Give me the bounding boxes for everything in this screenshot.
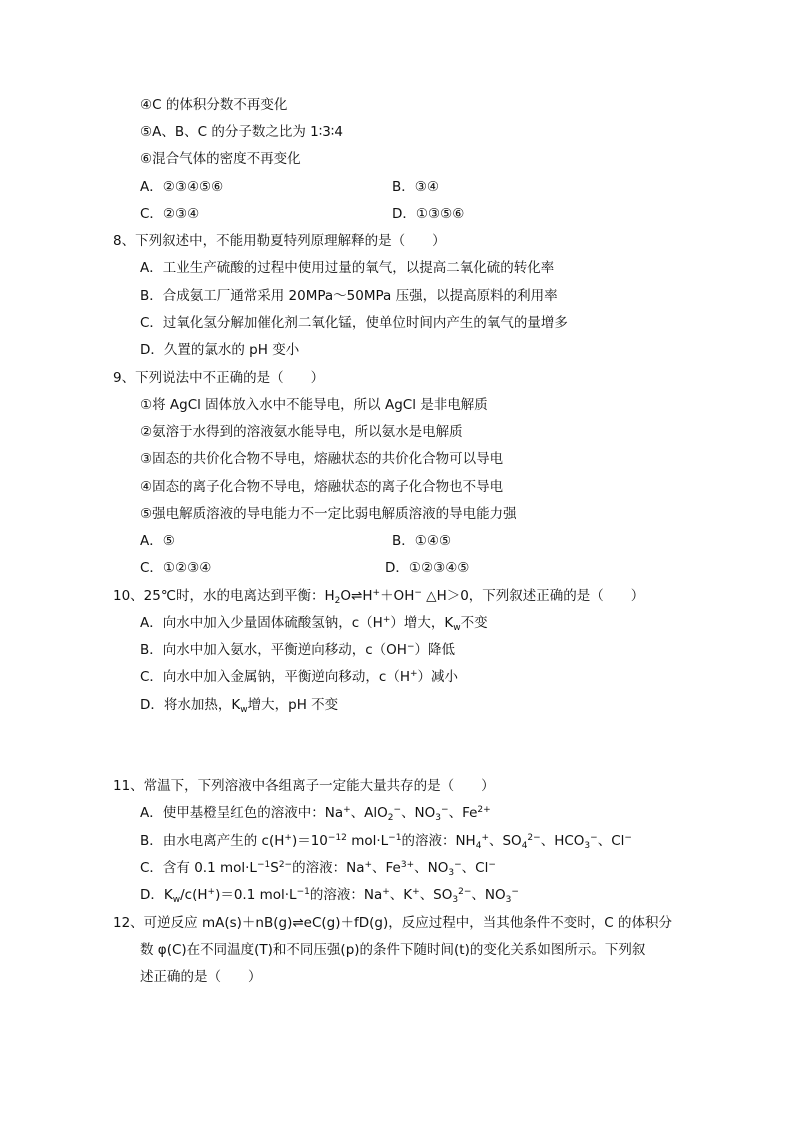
q8-option-a: A．工业生产硫酸的过程中使用过量的氧气，以提高二氧化硫的转化率: [140, 260, 555, 276]
q11-option-b: B．由水电离产生的 $c(H^+)=10^{-12}$ $mol\cdot L^{-1}$的溶液：$NH_4^+$、$SO_4^{2-}$、$HCO_3^-$、Cl−: [140, 833, 632, 851]
q9-option-d: D．①②③④⑤: [385, 560, 470, 576]
q9-statement-4: ④固态的离子化合物不导电，熔融状态的离子化合物也不导电: [140, 479, 504, 495]
q11-option-a: A．使甲基橙呈红色的溶液中：Na+、AlO$_2$−、$NO_3^-$、$Fe^{2+}$: [140, 805, 491, 823]
q10-option-d: D．将水加热，$K_w$增大，pH 不变: [140, 697, 339, 715]
q9-statement-5: ⑤强电解质溶液的导电能力不一定比弱电解质溶液的导电能力强: [140, 506, 517, 522]
q10-option-a: A．向水中加入少量固体硫酸氢钠，c（H+）增大，$K_w$不变: [140, 615, 488, 633]
q11-stem: 11、常温下，下列溶液中各组离子一定能大量共存的是（ ）: [113, 778, 495, 794]
q12-stem-line-3: 述正确的是（ ）: [140, 969, 262, 985]
q9-option-b: B．①④⑤: [392, 533, 452, 549]
q12-stem-line-1: 12、可逆反应 mA(s)＋nB(g)⇌eC(g)＋fD(g)，反应过程中，当其他条件不变时，C 的体积分: [113, 915, 672, 931]
q9-option-c: C．①②③④: [140, 560, 212, 576]
q7-option-c: C．②③④: [140, 206, 200, 222]
q8-option-c: C．过氧化氢分解加催化剂二氧化锰，使单位时间内产生的氧气的量增多: [140, 315, 568, 331]
q7-option-b: B．③④: [392, 179, 439, 195]
q8-stem: 8、下列叙述中，不能用勒夏特列原理解释的是（ ）: [113, 233, 446, 249]
q8-option-d: D．久置的氯水的 pH 变小: [140, 342, 300, 358]
q7-option-d: D．①③⑤⑥: [392, 206, 465, 222]
q11-option-d: D．$K_w/c(H^+)=0.1$ $mol\cdot L^{-1}$的溶液：Na+、K+、$SO_3^{2-}$、$NO_3^-$: [140, 887, 519, 905]
q7-statement-6: ⑥混合气体的密度不再变化: [140, 151, 301, 167]
q9-option-a: A．⑤: [140, 533, 175, 549]
equilibrium-arrow: ⇌: [351, 588, 363, 604]
q10-option-b: B．向水中加入氨水，平衡逆向移动，c（OH−）降低: [140, 642, 456, 658]
equilibrium-arrow: ⇌: [292, 915, 304, 931]
q9-statement-3: ③固态的共价化合物不导电，熔融状态的共价化合物可以导电: [140, 451, 504, 467]
q8-option-b: B．合成氨工厂通常采用 20MPa～50MPa 压强，以提高原料的利用率: [140, 288, 558, 304]
q7-statement-5: ⑤A、B、C 的分子数之比为 1∶3∶4: [140, 124, 343, 140]
q7-statement-4: ④C 的体积分数不再变化: [140, 97, 288, 113]
q7-option-a: A．②③④⑤⑥: [140, 179, 224, 195]
q9-statement-1: ①将 AgCl 固体放入水中不能导电，所以 AgCl 是非电解质: [140, 397, 488, 413]
q10-stem: 10、25℃时，水的电离达到平衡：$H_2O\rightleftharpoons H^++OH^-$ △H＞0，下列叙述正确的是（ ）: [113, 588, 645, 606]
q9-stem: 9、下列说法中不正确的是（ ）: [113, 370, 325, 386]
q9-statement-2: ②氨溶于水得到的溶液氨水能导电，所以氨水是电解质: [140, 424, 463, 440]
q10-option-c: C．向水中加入金属钠，平衡逆向移动，c（H+）减小: [140, 669, 459, 685]
q12-stem-line-2: 数 φ(C)在不同温度(T)和不同压强(p)的条件下随时间(t)的变化关系如图所示。下列叙: [140, 942, 646, 958]
q11-option-c: C．含有 0.1 $mol\cdot L^{-1}S^{2-}$的溶液：Na+、$Fe^{3+}$、$NO_3^-$、Cl−: [140, 860, 496, 878]
